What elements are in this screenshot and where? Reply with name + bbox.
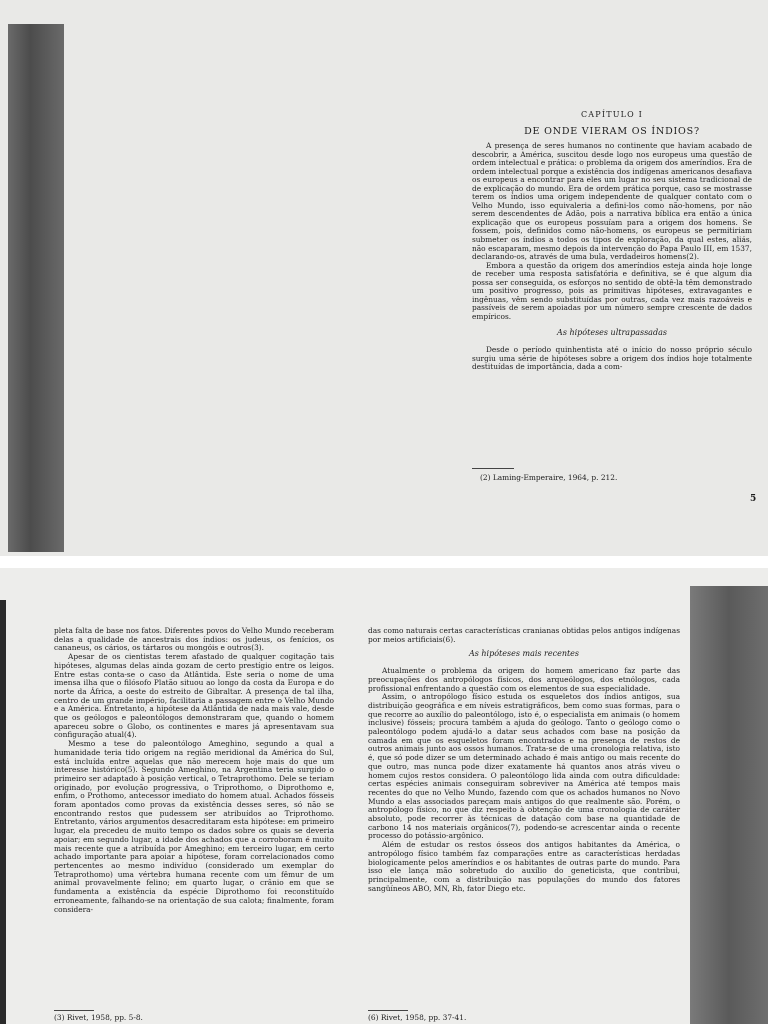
footnote: (6) Rivet, 1958, pp. 37-41. — [368, 1013, 467, 1022]
chapter-label: CAPÍTULO I — [580, 110, 644, 119]
book-binding-shadow-right — [690, 586, 768, 1024]
section-subheading: As hipóteses mais recentes — [468, 649, 580, 659]
paragraph: Mesmo a tese do paleontólogo Ameghino, segundo a qual a humanidade teria tido origem na região meridional da América do Sul, está incluída entre aquelas que não merecem hoje mais do que um interesse histórico(5). Segundo Ameghino, na Argentina teria surgido o primeiro ser adaptado à posição vertical, o Tetraprothomo. Dele se teriam originado, por evolução progressiva, o Triprothomo, o Diprothomo e, enfim, o Prothomo, antecessor imediato do homem atual. Achados fósseis foram apontados como provas da existência desses seres, só não se encontrando restos que pudessem ser atribuídos ao Triprothomo. Entretanto, vários argumentos desacreditaram esta hipótese: em primeiro lugar, ela precedeu de muito tempo os dados sobre os quais se deveria apoiar; em segundo lugar, a idade dos achados que a corroboram é muito mais recente que a atribuída por Ameghino; em terceiro lugar, em certo achado importante para apoiar a hipótese, foram correlacionados como pertencentes ao mesmo indivíduo (considerado um exemplar do Tetraprothomo) uma vértebra humana recente com um fêmur de um animal provavelmente felino; em quarto lugar, o crânio em que se fundamenta a existência da espécie Diprothomo foi reconstituído erroneamente, falhando-se na orientação de sua calota; finalmente, foram considera- — [54, 739, 334, 914]
footnote-rule — [54, 1010, 94, 1011]
book-binding-shadow-left — [0, 600, 6, 1024]
page-number: 5 — [750, 494, 757, 504]
paragraph: Além de estudar os restos ósseos dos antigos habitantes da América, o antropólogo físico também faz comparações entre as características herdadas biologicamente pelos ameríndios e os habitantes de outras parte do mundo. Para isso ele lança mão sobretudo do auxílio do geneticista, que contribui, principalmente, com a distribuição nas populações do mundo dos fatores sangüíneos ABO, MN, Rh, fator Diego etc. — [368, 840, 680, 893]
footnote-rule — [472, 468, 514, 469]
right-text-column — [368, 627, 680, 893]
footnote: (2) Laming-Emperaire, 1964, p. 212. — [480, 473, 618, 482]
paragraph: das como naturais certas características cranianas obtidas pelos antigos indígenas por meios artificiais(6). — [368, 626, 680, 644]
paragraph: pleta falta de base nos fatos. Diferentes povos do Velho Mundo receberam delas a qualidade de ancestrais dos índios: os judeus, os fenícios, os cananeus, os cários, os tártaros ou mongóis e outros(3). — [54, 626, 334, 653]
top-text-column — [472, 142, 752, 372]
paragraph: A presença de seres humanos no continente que haviam acabado de descobrir, a América, suscitou desde logo nos europeus uma questão de ordem intelectual e prática: o problema da origem dos ameríndios. Era de ordem intelectual porque a existência dos indígenas americanos desafiava os europeus a encontrar para eles um lugar no seu sistema tradicional de de explicação do mundo. Era de ordem prática porque, caso se mostrasse terem os índios uma origem independente de qualquer contato com o Velho Mundo, isso equivaleria a defini-los como não-homens, por não serem descendentes de Adão, pois a narrativa bíblica era então a única explicação que os europeus possuíam para a origem dos homens. Se fossem, pois, definidos como não-homens, os europeus se permitiriam submeter os índios a todos os tipos de exploração, da qual estes, aliás, não escaparam, mesmo depois da intervenção do Papa Paulo III, em 1537, declarando-os, através de uma bula, verdadeiros homens(2). — [472, 141, 752, 262]
left-text-column — [54, 627, 334, 914]
footnote-rule — [368, 1010, 408, 1011]
paragraph: Assim, o antropólogo físico estuda os esqueletos dos índios antigos, sua distribuição geográfica e em níveis estratigráficos, bem como suas formas, para o que recorre ao auxílio do paleontólogo, isto é, o especialista em animais (o homem inclusive) fósseis; procura também a ajuda do geólogo. Tanto o geólogo como o paleontólogo podem ajudá-lo a datar seus achados com base na posição da camada em que os esqueletos foram encontrados e na presença de restos de outros animais junto aos ossos humanos. Trata-se de uma cronologia relativa, isto é, que só pode dizer se um determinado achado é mais antigo ou mais recente do que outro, mas nunca pode dizer exatamente há quantos anos atrás viveu o homem cujos restos considera. O paleontólogo lida ainda com outra dificuldade: certas espécies animais conseguiram sobreviver na América até tempos mais recentes do que no Velho Mundo, fazendo com que os achados humanos no Novo Mundo a elas associados pareçam mais antigos do que realmente são. Porém, o antropólogo físico, no que diz respeito à obtenção de uma cronologia de caráter absoluto, pode recorrer às técnicas de datação com base na quantidade de carbono 14 nos materiais orgânicos(7), podendo-se acrescentar ainda o recente processo do potássio-argônico. — [368, 692, 680, 841]
paragraph: Atualmente o problema da origem do homem americano faz parte das preocupações dos antropólogos físicos, dos arqueólogos, dos etnólogos, cada profissional enfrentando a questão com os elementos de sua especialidade. — [368, 666, 680, 693]
footnote: (3) Rivet, 1958, pp. 5-8. — [54, 1013, 143, 1022]
paragraph: Embora a questão da origem dos ameríndios esteja ainda hoje longe de receber uma resposta satisfatória e definitiva, se é que algum dia possa ser conseguida, os esforços no sentido de obtê-la têm demonstrado um positivo progresso, pois as primitivas hipóteses, extravagantes e ingênuas, vêm sendo substituídas por outras, cada vez mais razoáveis e passíveis de serem apoiadas por um número sempre crescente de dados empíricos. — [472, 260, 752, 321]
chapter-title: DE ONDE VIERAM OS ÍNDIOS? — [524, 126, 700, 137]
book-binding-shadow — [8, 24, 64, 552]
paragraph: Apesar de os cientistas terem afastado de qualquer cogitação tais hipóteses, algumas delas ainda gozam de certo prestígio entre os leigos. Entre estas conta-se o caso da Atlântida. Este seria o nome de uma imensa ilha que o filósofo Platão situou ao longo da costa da Europa e do norte da África, a oeste do estreito de Gibraltar. A presença de tal ilha, centro de um grande império, facilitaria a passagem entre o Velho Mundo e a América. Entretanto, a hipótese da Atlântida de nada mais vale, desde que os geólogos e paleontólogos demonstraram que, quando o homem apareceu sobre o Globo, os continentes e mares já apresentavam sua configuração atual(4). — [54, 652, 334, 740]
paragraph: Desde o período quinhentista até o início do nosso próprio século surgiu uma série de hipóteses sobre a origem dos índios hoje totalmente destituídas de importância, dada a com- — [472, 345, 752, 372]
section-subheading: As hipóteses ultrapassadas — [557, 328, 667, 338]
